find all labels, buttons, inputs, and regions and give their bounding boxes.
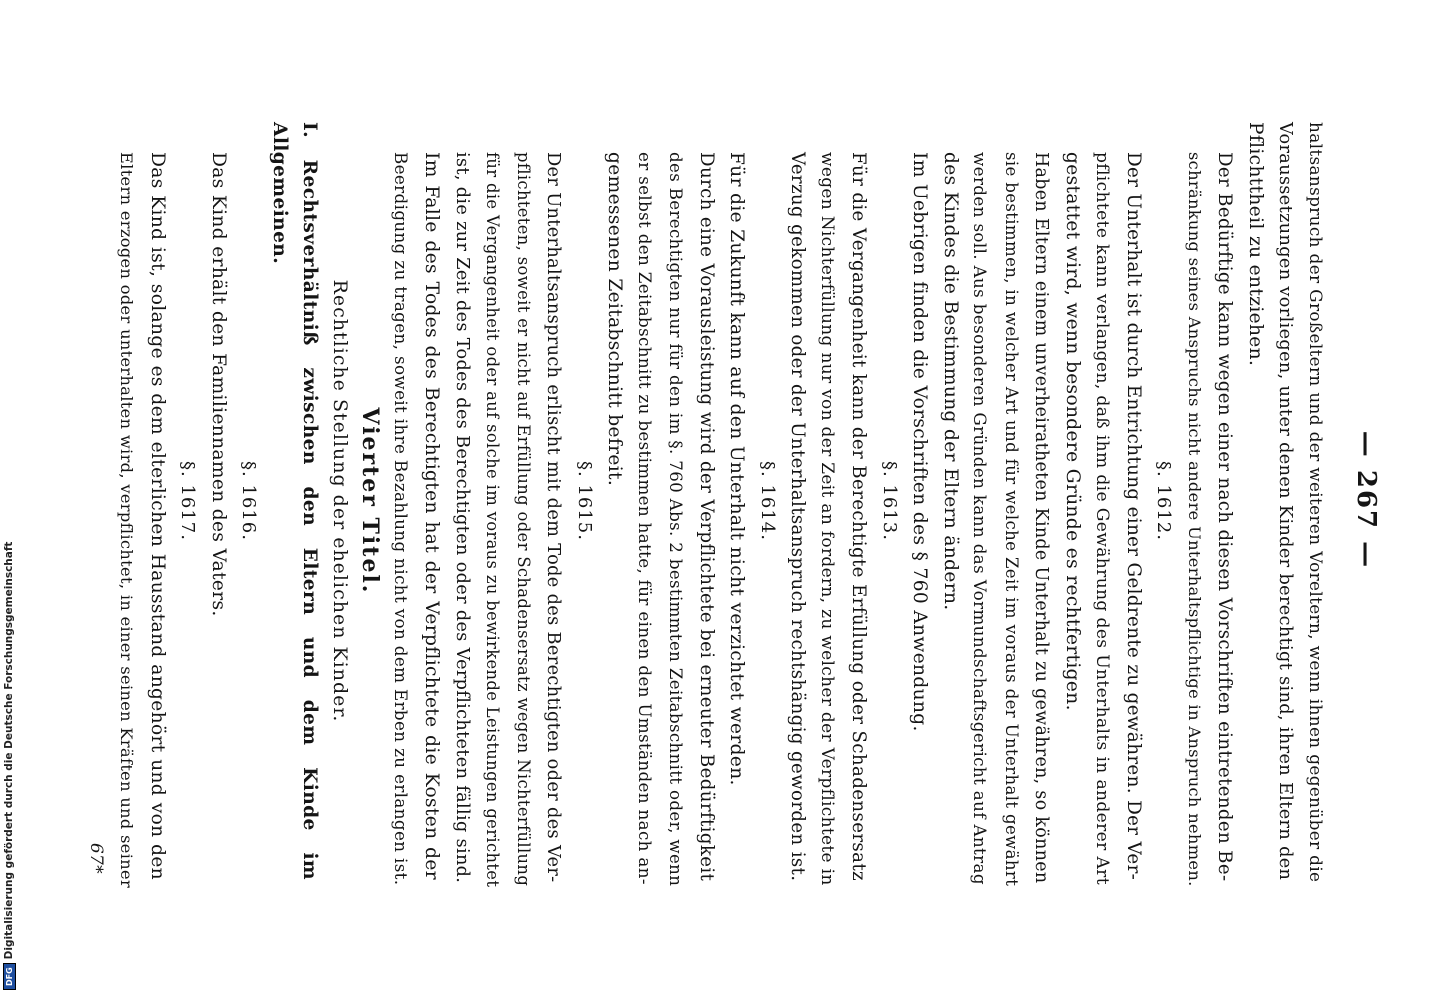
text-line: Beerdigung zu tragen, soweit ihre Bezahlung nicht von dem Erben zu erlangen ist. (391, 152, 411, 886)
text-line: Der Unterhaltsanspruch erlischt mit dem Tode des Berechtigten oder des Ver- (543, 152, 564, 883)
section-number: §. 1615. (574, 461, 595, 541)
chapter-subtitle: Rechtliche Stellung der ehelichen Kinder. (329, 279, 351, 723)
paragraph (203, 122, 234, 880)
paragraph (111, 122, 172, 889)
text-line: wegen Nichterfüllung nur von der Zeit an fordern, zu welcher der Verpflichtete in (818, 152, 838, 886)
digitization-credit-text: Digitalisierung gefördert durch die Deutsche Forschungsgemeinschaft (3, 541, 15, 960)
text-line: er selbst den Zeitabschnitt zu bestimmen hatte, für einen den Umständen nach an- (635, 152, 655, 885)
text-line: Voraussetzungen vorliegen, unter denen Kinder berechtigt sind, ihren Eltern den (1275, 122, 1296, 881)
paragraph (782, 122, 874, 886)
page-number: — 267 — (1351, 430, 1381, 570)
text-line: des Kindes die Bestimmung der Eltern ändern. (940, 152, 961, 611)
text-line: haltsanspruch der Großeltern und der weiteren Voreltern, wenn ihnen gegenüber die (1306, 122, 1326, 883)
paragraph (935, 122, 1057, 887)
page-body (81, 122, 1332, 889)
text-line: ist, die zur Zeit des Todes des Berechtigten oder des Verpflichteten fällig sind. (452, 152, 472, 884)
text-line: Durch eine Vorausleistung wird der Verpflichtete bei erneuter Bedürftigkeit (696, 152, 717, 882)
text-line: Eltern erzogen oder unterhalten wird, verpflichtet, in einer seinen Kräften und seiner (117, 152, 137, 889)
text-line: Für die Vergangenheit kann der Berechtigte Erfüllung oder Schadensersatz (848, 152, 870, 882)
text-line: Für die Zukunft kann auf den Unterhalt nicht verzichtet werden. (726, 152, 748, 786)
section-number: §. 1612. (1153, 461, 1175, 541)
text-line: Das Kind erhält den Familiennamen des Vaters. (208, 152, 229, 617)
paragraph (1057, 122, 1149, 885)
section-number: §. 1616. (238, 461, 260, 541)
text-line: pflichtete kann verlangen, daß ihm die Gewährung des Unterhalts in anderer Art (1092, 152, 1113, 885)
text-line: Pflichttheil zu entziehen. (1245, 122, 1266, 367)
section-number: §. 1614. (757, 461, 778, 541)
paragraph (386, 122, 447, 886)
text-line: schränkung seines Anspruchs nicht andere Unterhaltspflichtige in Anspruch nehmen. (1185, 152, 1204, 887)
text-line: Haben Eltern einem unverheiratheten Kinde Unterhalt zu gewähren, so können (1031, 152, 1052, 884)
paragraph (447, 122, 569, 888)
paragraph (599, 122, 721, 887)
dfg-logo: DFG (3, 963, 16, 990)
signature-mark: 67* (86, 842, 106, 874)
text-line: Das Kind ist, solange es dem elterlichen Hausstand angehört und von den (147, 152, 168, 880)
text-line: sie bestimmen, in welcher Art und für welche Zeit im voraus der Unterhalt gewährt (1002, 152, 1021, 887)
paragraph (1179, 122, 1240, 887)
section-number: §. 1617. (177, 461, 199, 541)
section-number: §. 1613. (879, 461, 900, 541)
chapter-title: Vierter Titel. (357, 407, 384, 595)
paragraph (904, 122, 935, 880)
text-line: Verzug gekommen oder der Unterhaltsanspruch rechtshängig geworden ist. (787, 152, 809, 882)
text-line: gestattet wird, wenn besondere Gründe es rechtfertigen. (1062, 152, 1083, 711)
text-line: Der Unterhalt ist durch Entrichtung einer Geldrente zu gewähren. Der Ver- (1123, 152, 1144, 881)
paragraph (1240, 122, 1332, 883)
text-line: Der Bedürftige kann wegen einer nach diesen Vorschriften eintretenden Be- (1214, 152, 1236, 882)
text-line: pflichteten, soweit er nicht auf Erfüllung oder Schadensersatz wegen Nichterfüllung (514, 152, 533, 887)
text-line: werden soll. Aus besonderen Gründen kann das Vormundschaftsgericht auf Antrag (970, 152, 991, 885)
text-line: für die Vergangenheit oder auf solche im voraus zu bewirkende Leistungen gerichtet (483, 152, 503, 888)
text-line: Im Falle des Todes des Berechtigten hat der Verpflichtete die Kosten der (421, 152, 443, 880)
text-line: Im Uebrigen finden die Vorschriften des § 760 Anwendung. (909, 152, 931, 732)
text-line: des Berechtigten nur für den im §. 760 Abs. 2 bestimmten Zeitabschnitt oder, wenn (666, 152, 686, 887)
section-heading: I. Rechtsverhältniß zwischen den Eltern und dem Kinde im Allgemeinen. (269, 122, 321, 880)
text-line: gemessenen Zeitabschnitt befreit. (604, 152, 626, 487)
paragraph (721, 122, 752, 880)
